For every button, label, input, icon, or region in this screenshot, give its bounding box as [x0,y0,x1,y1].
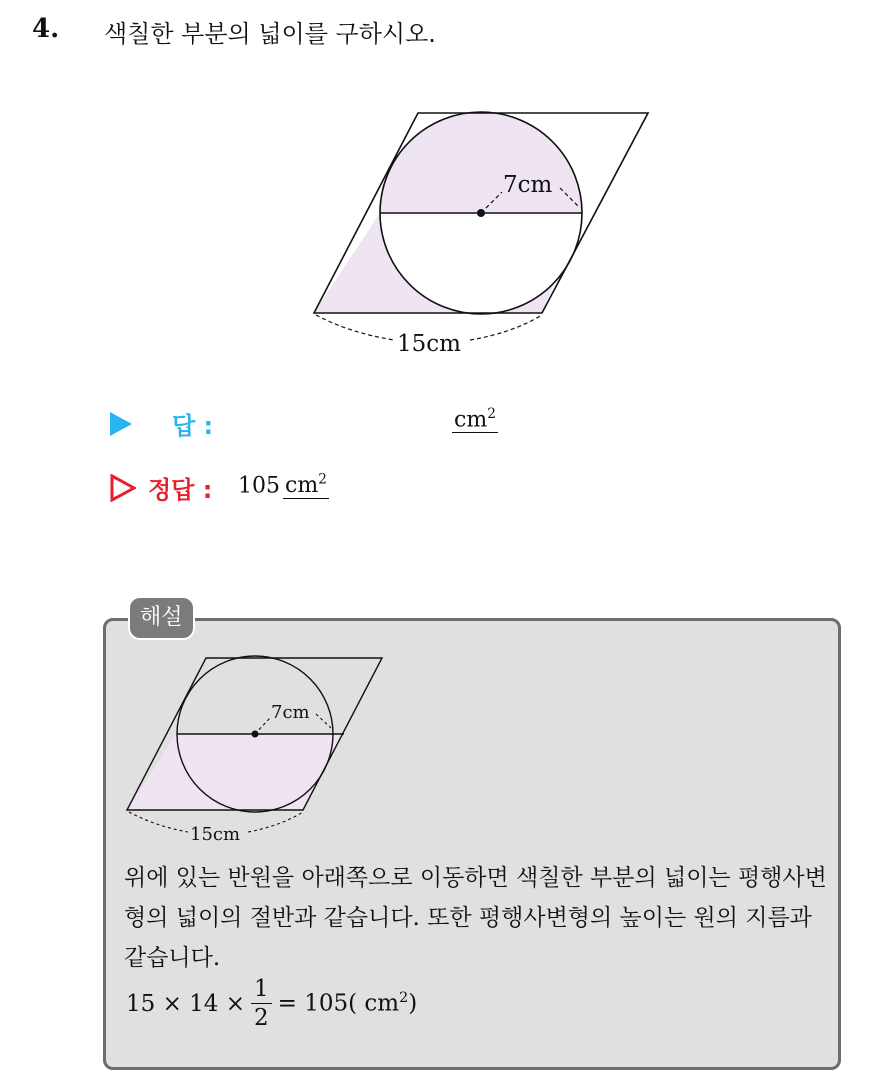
solution-text: 위에 있는 반원을 아래쪽으로 이동하면 색칠한 부분의 넓이는 평행사변형의 넓이의 절반과 같습니다. 또한 평행사변형의 높이는 원의 지름과 같습니다. [124,865,827,971]
fraction [251,975,272,1032]
solution-tab: 해설 [128,596,195,640]
outline-triangle-icon [110,474,136,502]
question-number: 4. [32,14,60,44]
base-label: 15cm [397,331,461,357]
correct-label: 정답 : [148,476,213,504]
play-arrow-icon [110,412,132,436]
formula-right: = 105( $cm^2$) [277,990,418,1017]
solution-formula [126,975,417,1032]
question-text: 색칠한 부분의 넓이를 구하시오. [104,20,436,48]
sol-radius-dash-right [316,714,331,728]
base-dash-right [470,315,542,340]
sol-base-dash-left [129,812,188,832]
base-dash-left [316,315,394,340]
fraction-numerator: 1 [251,975,272,1004]
answer-label: 답 : [172,412,214,440]
solution-figure [120,650,395,845]
fraction-denominator: 2 [254,1005,269,1031]
answer-unit[interactable]: $cm^2$ [454,406,496,433]
answer-row [110,406,530,442]
sol-radius-label: 7cm [271,702,310,723]
radius-label: 7cm [503,172,553,198]
formula-left: 15 × 14 × [126,990,246,1017]
sol-base-dash-right [248,812,303,832]
correct-answer-row [110,470,530,506]
correct-value: 105 $cm^2$ [238,472,327,499]
sol-base-label: 15cm [190,824,241,845]
main-figure [300,105,660,365]
